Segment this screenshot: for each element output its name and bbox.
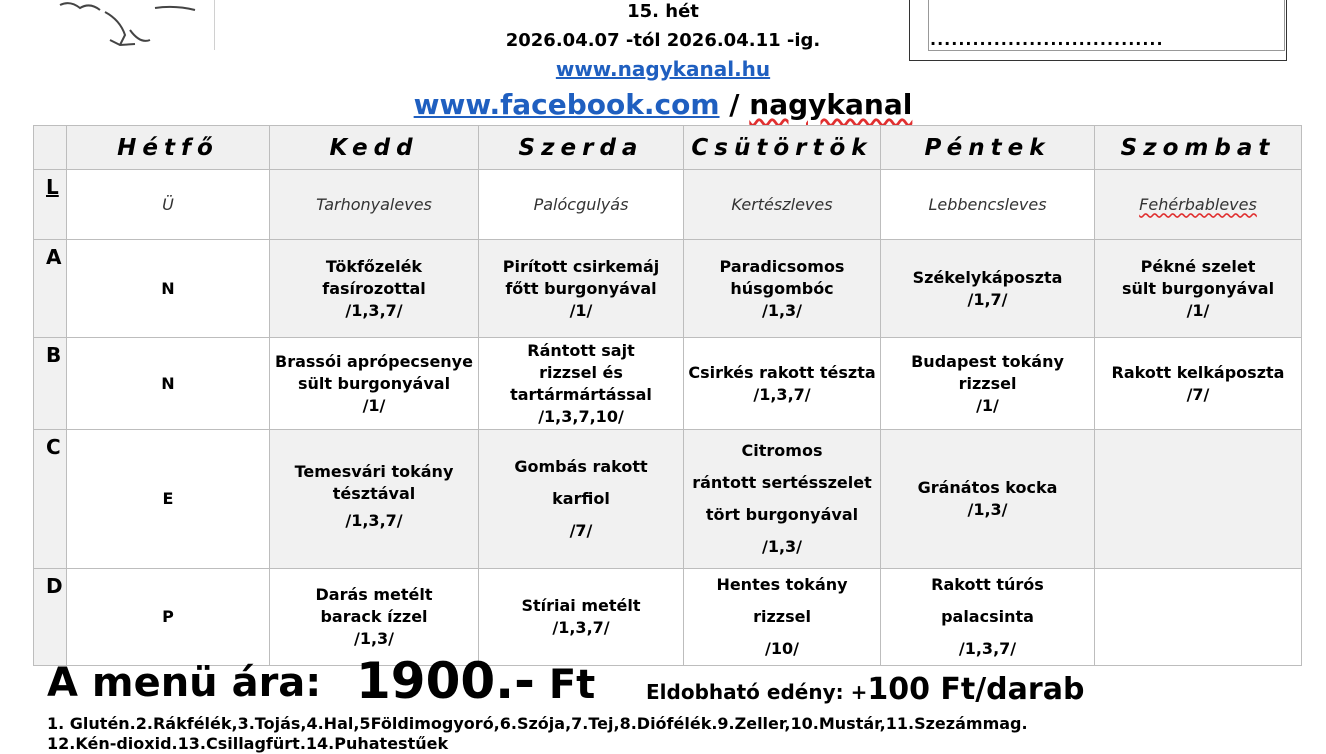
menu-cell: Tökfőzelék fasírozottal /1,3,7/	[270, 240, 479, 338]
day-saturday: Szombat	[1095, 126, 1302, 170]
menu-cell: Citromos rántott sertésszelet tört burgonyával /1,3/	[684, 430, 881, 569]
menu-cell: E	[67, 430, 270, 569]
day-tuesday: Kedd	[270, 126, 479, 170]
order-box	[909, 0, 1287, 61]
day-thursday: Csütörtök	[684, 126, 881, 170]
row-label: L	[34, 170, 67, 240]
menu-cell: Darás metélt barack ízzel /1,3/	[270, 569, 479, 666]
menu-cell: Pékné szelet sült burgonyával /1/	[1095, 240, 1302, 338]
menu-row-d	[34, 569, 1302, 666]
disposable-dish-price: Eldobható edény: +100 Ft/darab	[646, 672, 1085, 707]
price-label: A menü ára:	[47, 660, 322, 706]
menu-cell: N	[67, 240, 270, 338]
allergen-legend	[47, 714, 1297, 754]
menu-cell: Palócgulyás	[479, 170, 684, 240]
menu-cell: Hentes tokány rizzsel /10/	[684, 569, 881, 666]
menu-row-soup	[34, 170, 1302, 240]
day-friday: Péntek	[881, 126, 1095, 170]
facebook-page: nagykanal	[749, 88, 913, 121]
row-label: C	[34, 430, 67, 569]
menu-cell: Pirított csirkemáj főtt burgonyával /1/	[479, 240, 684, 338]
facebook-line	[0, 88, 1326, 121]
menu-row-a	[34, 240, 1302, 338]
menu-cell: Rántott sajt rizzsel és tartármártással /1,3,7,10/	[479, 338, 684, 430]
menu-cell: Temesvári tokány tésztával /1,3,7/	[270, 430, 479, 569]
order-box-dots: .................................	[930, 30, 1164, 49]
facebook-link[interactable]: www.facebook.com	[413, 88, 720, 121]
row-label: D	[34, 569, 67, 666]
menu-cell: Budapest tokány rizzsel /1/	[881, 338, 1095, 430]
menu-cell: Fehérbableves	[1095, 170, 1302, 240]
menu-cell: Rakott kelkáposzta /7/	[1095, 338, 1302, 430]
menu-cell: Csirkés rakott tészta /1,3,7/	[684, 338, 881, 430]
menu-cell: Székelykáposzta /1,7/	[881, 240, 1095, 338]
menu-cell: Ü	[67, 170, 270, 240]
menu-row-c	[34, 430, 1302, 569]
allergen-line-2: 12.Kén-dioxid.13.Csillagfürt.14.Puhatestűek	[47, 734, 449, 753]
row-label: A	[34, 240, 67, 338]
date-range: 2026.04.07 -tól 2026.04.11 -ig.	[505, 30, 821, 51]
menu-cell: Paradicsomos húsgombóc /1,3/	[684, 240, 881, 338]
website-link[interactable]: www.nagykanal.hu	[555, 57, 771, 81]
day-monday: Hétfő	[67, 126, 270, 170]
week-number: 15. hét	[627, 1, 699, 22]
menu-cell-empty	[1095, 430, 1302, 569]
facebook-separator: /	[719, 88, 750, 121]
menu-price: 1900.- Ft	[356, 652, 596, 710]
menu-cell: P	[67, 569, 270, 666]
menu-cell: Brassói aprópecsenye sült burgonyával /1/	[270, 338, 479, 430]
corner-cell	[34, 126, 67, 170]
menu-cell: Kertészleves	[684, 170, 881, 240]
menu-row-b	[34, 338, 1302, 430]
menu-cell: Tarhonyaleves	[270, 170, 479, 240]
menu-cell: Gránátos kocka /1,3/	[881, 430, 1095, 569]
day-wednesday: Szerda	[479, 126, 684, 170]
menu-cell: Rakott túrós palacsinta /1,3,7/	[881, 569, 1095, 666]
allergen-line-1: 1. Glutén.2.Rákfélék,3.Tojás,4.Hal,5Földimogyoró,6.Szója,7.Tej,8.Diófélék.9.Zeller,10.Mustár,11.Szezámmag.	[47, 714, 1028, 733]
menu-cell: Stíriai metélt /1,3,7/	[479, 569, 684, 666]
row-label: B	[34, 338, 67, 430]
day-header-row	[34, 126, 1302, 170]
menu-cell: N	[67, 338, 270, 430]
weekly-menu-table	[33, 125, 1302, 666]
menu-cell: Gombás rakott karfiol /7/	[479, 430, 684, 569]
menu-cell-empty	[1095, 569, 1302, 666]
menu-cell: Lebbencsleves	[881, 170, 1095, 240]
